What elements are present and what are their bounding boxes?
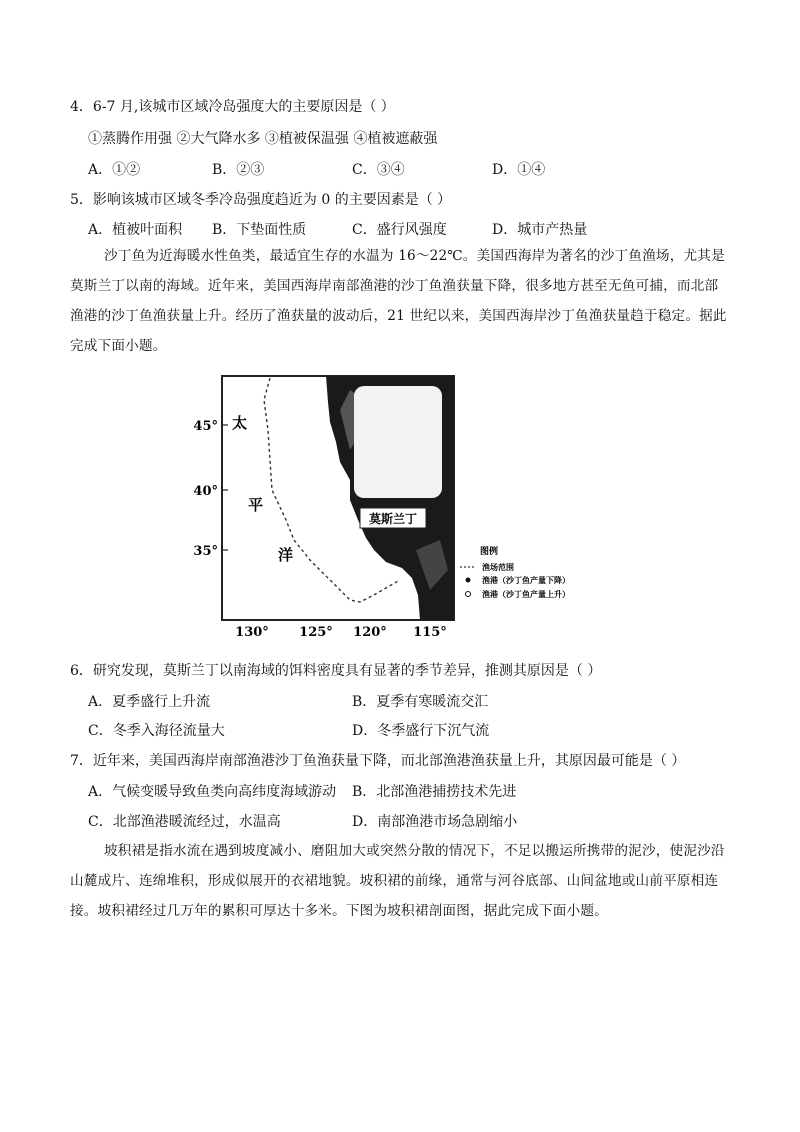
question-6-stem: 6．研究发现，莫斯兰丁以南海域的饵料密度具有显著的季节差异，推测其原因是（ ）: [70, 663, 602, 679]
sardine-map: [190, 370, 620, 640]
question-4-option-b: B．②③: [212, 162, 265, 178]
question-4-option-c: C．③④: [352, 162, 405, 178]
inland-blank: [354, 386, 442, 498]
question-5-option-b: B．下垫面性质: [212, 222, 307, 238]
legend-title: 图例: [480, 547, 499, 557]
ocean-char-3: 洋: [278, 546, 294, 564]
passage-sardine: 沙丁鱼为近海暖水性鱼类，最适宜生存的水温为 16～22℃。美国西海岸为著名的沙丁鱼渔场，尤其是莫斯兰丁以南的海域。近年来，美国西海岸南部渔港的沙丁鱼渔获量下降，很多地方甚至无鱼可捕，而北部渔港的沙丁鱼渔获量上升。经历了渔获量的波动后，21 世纪以来，美国西海岸沙丁鱼渔获量趋于稳定。据此完成下面小题。: [70, 248, 727, 354]
ocean-char-1: 太: [232, 414, 248, 432]
place-label: 莫斯兰丁: [368, 512, 418, 526]
question-6-option-d: D．冬季盛行下沉气流: [352, 723, 490, 739]
lat-label-45: 45°: [193, 419, 218, 434]
legend-item-boundary: 渔场范围: [482, 562, 514, 572]
lon-label-130: 130°: [235, 625, 269, 640]
question-5-option-c: C．盛行风强度: [352, 222, 447, 238]
question-5-option-d: D．城市产热量: [492, 222, 588, 238]
question-7-option-a: A．气候变暖导致鱼类向高纬度海域游动: [88, 784, 337, 800]
question-4-stem: 4．6-7 月,该城市区域冷岛强度大的主要原因是（ ）: [70, 99, 395, 115]
lon-label-120: 120°: [353, 625, 387, 640]
question-4-items: ①蒸腾作用强 ②大气降水多 ③植被保温强 ④植被遮蔽强: [88, 131, 438, 147]
ocean-char-2: 平: [248, 496, 264, 514]
question-7-option-d: D．南部渔港市场急剧缩小: [352, 814, 518, 830]
sardine-map-figure: [190, 370, 620, 640]
passage-colluvial-apron: 坡积裙是指水流在遇到坡度减小、磨阻加大或突然分散的情况下，不足以搬运所携带的泥沙，使泥沙沿山麓成片、连绵堆积，形成似展开的衣裙地貌。坡积裙的前缘，通常与河谷底部、山间盆地或山前平原相连接。坡积裙经过几万年的累积可厚达十多米。下图为坡积裙剖面图，据此完成下面小题。: [70, 843, 725, 919]
legend-item-port-down: 渔港（沙丁鱼产量下降）: [482, 575, 570, 585]
question-4-option-d: D．①④: [492, 162, 546, 178]
lat-label-40: 40°: [193, 484, 218, 499]
question-6-option-c: C．冬季入海径流量大: [88, 723, 225, 739]
question-4-option-a: A．①②: [88, 162, 141, 178]
question-7-stem: 7．近年来，美国西海岸南部渔港沙丁鱼渔获量下降，而北部渔港渔获量上升，其原因最可能是（ ）: [70, 753, 686, 769]
question-5-stem: 5．影响该城市区域冬季冷岛强度趋近为 0 的主要因素是（ ）: [70, 192, 452, 208]
question-6-option-a: A．夏季盛行上升流: [88, 694, 211, 710]
lat-label-35: 35°: [193, 544, 218, 559]
question-6-option-b: B．夏季有寒暖流交汇: [352, 694, 489, 710]
legend-item-port-up: 渔港（沙丁鱼产量上升）: [482, 589, 570, 599]
question-7-option-b: B．北部渔港捕捞技术先进: [352, 784, 517, 800]
question-7-option-c: C．北部渔港暖流经过，水温高: [88, 814, 281, 830]
question-5-option-a: A．植被叶面积: [88, 222, 183, 238]
map-legend: [460, 545, 570, 599]
lon-label-115: 115°: [413, 625, 447, 640]
lon-label-125: 125°: [299, 625, 333, 640]
